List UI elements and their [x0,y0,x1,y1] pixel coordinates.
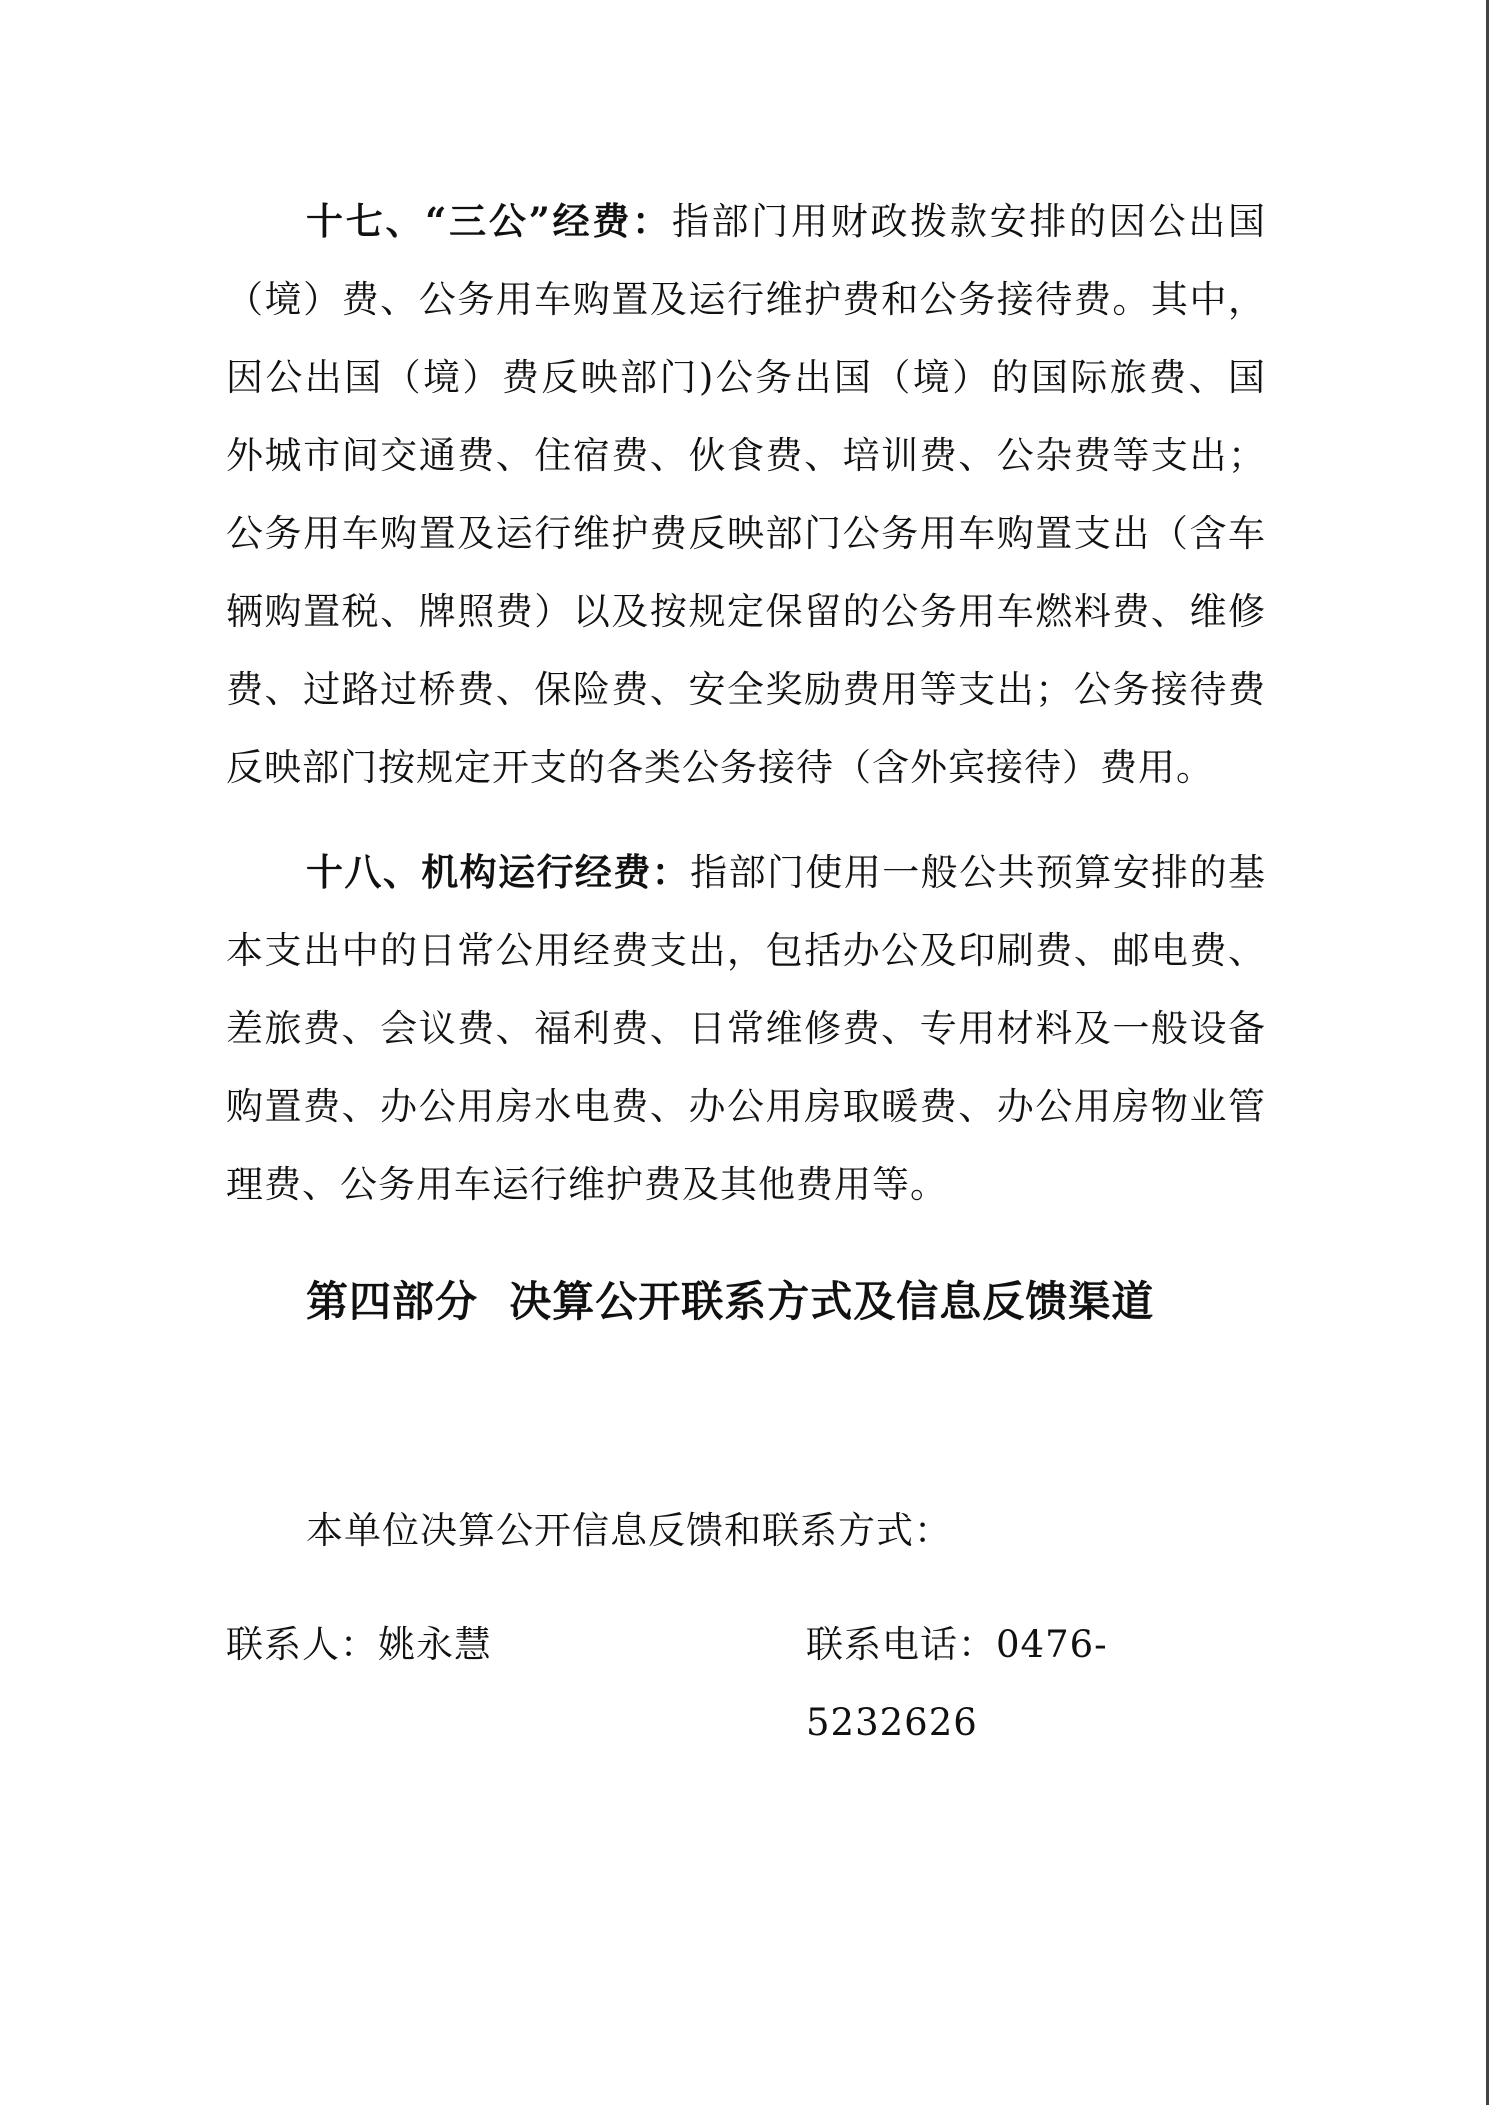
definition-paragraph-17 [226,182,1266,807]
definition-paragraph-18 [226,833,1266,1224]
contact-phone: 联系电话：0476-5232626 [806,1623,1108,1744]
section-title-part4: 第四部分 决算公开联系方式及信息反馈渠道 [306,1277,1155,1326]
definition-term-18: 十八、机构运行经费： [306,850,691,894]
definition-term-17: 十七、“三公”经费： [306,199,672,243]
contact-intro: 本单位决算公开信息反馈和联系方式： [306,1509,952,1552]
definition-text-17: 指部门用财政拨款安排的因公出国（境）费、公务用车购置及运行维护费和公务接待费。其中，因公出国（境）费反映部门)公务出国（境）的国际旅费、国外城市间交通费、住宿费、伙食费、培训费、公杂费等支出；公务用车购置及运行维护费反映部门公务用车购置支出（含车辆购置税、牌照费）以及按规定保留的公务用车燃料费、维修费、过路过桥费、保险费、安全奖励费用等支出；公务接待费反映部门按规定开支的各类公务接待（含外宾接待）费用。 [226,200,1266,789]
contact-person: 联系人：姚永慧 [226,1623,492,1666]
definition-text-18: 指部门使用一般公共预算安排的基本支出中的日常公用经费支出，包括办公及印刷费、邮电费、差旅费、会议费、福利费、日常维修费、专用材料及一般设备购置费、办公用房水电费、办公用房取暖费、办公用房物业管理费、公务用车运行维护费及其他费用等。 [226,851,1267,1206]
document-page [226,182,1267,1744]
contact-row [226,1606,1266,1744]
